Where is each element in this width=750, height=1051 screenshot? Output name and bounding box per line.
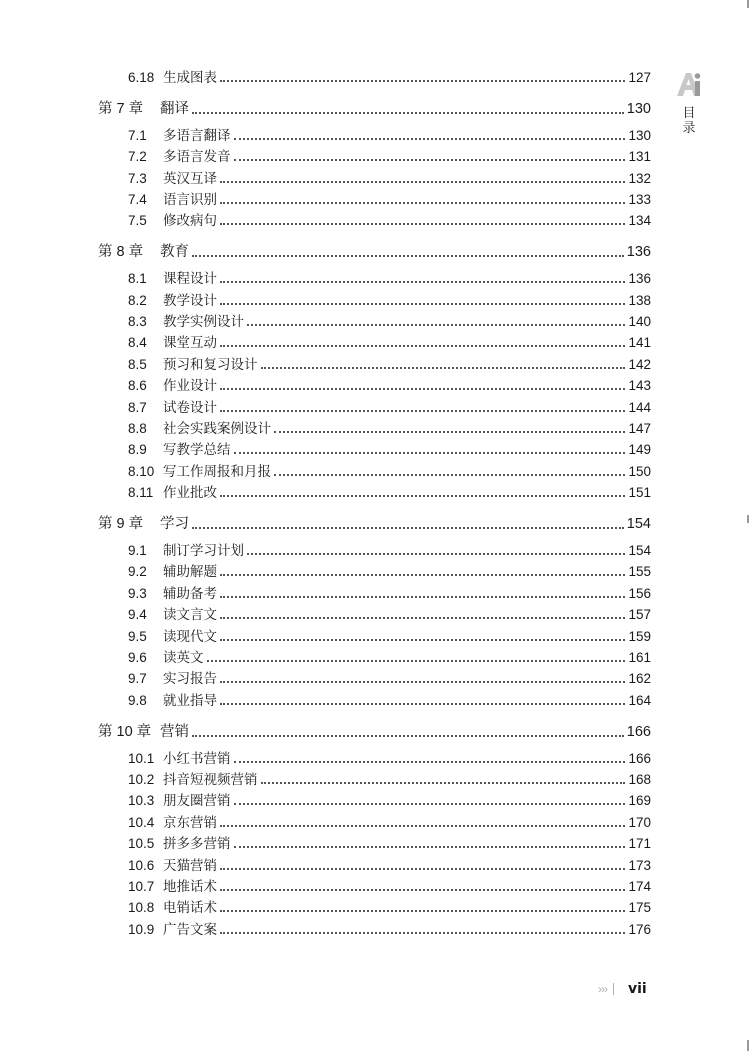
section-title: 作业批改 bbox=[163, 485, 217, 501]
dot-leader bbox=[220, 583, 625, 598]
page-ref: 154 bbox=[628, 543, 651, 558]
section-number: 9.7 bbox=[128, 671, 147, 687]
dot-leader bbox=[207, 647, 626, 662]
section-title: 教学实例设计 bbox=[163, 314, 244, 329]
toc-section-row[interactable] bbox=[128, 375, 651, 396]
section-title: 语言识别 bbox=[163, 192, 217, 207]
section-number: 10.9 bbox=[128, 921, 155, 937]
page-ref: 159 bbox=[628, 628, 651, 644]
section-number: 8.10 bbox=[128, 463, 155, 479]
section-number: 9.1 bbox=[128, 543, 147, 558]
dot-leader bbox=[261, 769, 626, 784]
toc-chapter-row[interactable] bbox=[98, 99, 651, 120]
dot-leader bbox=[261, 354, 626, 369]
dot-leader bbox=[247, 540, 625, 555]
section-title: 写教学总结 bbox=[163, 442, 231, 458]
toc-section-row[interactable] bbox=[128, 748, 651, 769]
page-ref: 134 bbox=[628, 213, 651, 229]
dot-leader bbox=[220, 268, 625, 283]
dot-leader bbox=[220, 626, 625, 641]
section-title: 作业设计 bbox=[163, 378, 217, 394]
chapter-title: 翻译 bbox=[160, 100, 189, 117]
section-number: 7.1 bbox=[128, 127, 147, 143]
side-section-label: 目录 bbox=[682, 106, 696, 136]
section-number: 6.18 bbox=[128, 70, 155, 85]
page-ref: 151 bbox=[628, 485, 651, 501]
toc-section-row[interactable] bbox=[128, 919, 651, 940]
page-ref: 141 bbox=[628, 335, 651, 351]
section-number: 8.6 bbox=[128, 378, 147, 394]
section-number: 9.5 bbox=[128, 628, 147, 644]
page-ref: 164 bbox=[628, 692, 651, 708]
footer-divider bbox=[613, 983, 614, 995]
section-title: 多语言翻译 bbox=[163, 127, 231, 143]
section-title: 辅助备考 bbox=[163, 585, 217, 601]
page-ref: 127 bbox=[628, 70, 651, 85]
dot-leader bbox=[220, 67, 625, 82]
toc-section-row[interactable] bbox=[128, 268, 651, 289]
section-number: 8.3 bbox=[128, 314, 147, 329]
page-ref: 144 bbox=[628, 399, 651, 415]
toc-section-row[interactable] bbox=[128, 812, 651, 833]
section-number: 8.2 bbox=[128, 292, 147, 308]
page-ref: 154 bbox=[626, 516, 651, 533]
section-number: 9.3 bbox=[128, 585, 147, 601]
chapter-title: 教育 bbox=[160, 244, 189, 261]
page-ref: 162 bbox=[628, 671, 651, 687]
toc-section-row[interactable] bbox=[128, 769, 651, 790]
page-ref: 142 bbox=[628, 356, 651, 372]
page-ref: 130 bbox=[628, 127, 651, 143]
dot-leader bbox=[220, 290, 625, 305]
section-number: 10.5 bbox=[128, 836, 155, 852]
chapter-number: 第 7 章 bbox=[98, 100, 144, 117]
section-title: 天猫营销 bbox=[163, 857, 217, 873]
page-ref: 157 bbox=[628, 607, 651, 623]
dot-leader bbox=[220, 168, 625, 183]
page-ref: 169 bbox=[628, 793, 651, 809]
dot-leader bbox=[220, 332, 625, 347]
section-title: 抖音短视频营销 bbox=[163, 772, 258, 787]
page-ref: 140 bbox=[628, 314, 651, 329]
section-number: 7.4 bbox=[128, 192, 147, 207]
toc-section-row[interactable] bbox=[128, 189, 651, 210]
dot-leader bbox=[220, 397, 625, 412]
toc-section-row[interactable] bbox=[128, 125, 651, 146]
page-ref: 131 bbox=[628, 149, 651, 165]
section-number: 8.9 bbox=[128, 442, 147, 458]
page-ref: 149 bbox=[628, 442, 651, 458]
toc-section-row[interactable] bbox=[128, 290, 651, 311]
page-footer bbox=[598, 979, 647, 999]
chevrons-icon: ››› bbox=[598, 982, 607, 996]
section-number: 8.1 bbox=[128, 271, 147, 287]
toc-section-row[interactable] bbox=[128, 482, 651, 503]
section-number: 10.2 bbox=[128, 772, 155, 787]
section-title: 课程设计 bbox=[163, 271, 217, 287]
section-number: 8.11 bbox=[128, 485, 154, 501]
dot-leader bbox=[220, 876, 625, 891]
page-ref: 138 bbox=[628, 292, 651, 308]
dot-leader bbox=[220, 189, 625, 204]
page-ref: 176 bbox=[628, 921, 651, 937]
section-title: 制订学习计划 bbox=[163, 543, 244, 558]
section-title: 广告文案 bbox=[163, 921, 217, 937]
page-ref: 130 bbox=[626, 100, 651, 117]
page-ref: 133 bbox=[628, 192, 651, 207]
page-number: vii bbox=[628, 981, 647, 997]
section-title: 试卷设计 bbox=[163, 399, 217, 415]
dot-leader bbox=[274, 461, 625, 476]
section-title: 生成图表 bbox=[163, 70, 217, 85]
toc-section-row[interactable] bbox=[128, 855, 651, 876]
section-title: 写工作周报和月报 bbox=[163, 463, 271, 479]
section-number: 9.8 bbox=[128, 692, 147, 708]
section-title: 读英文 bbox=[163, 650, 204, 665]
toc-section-row[interactable] bbox=[128, 540, 651, 561]
section-title: 朋友圈营销 bbox=[163, 793, 231, 809]
section-number: 9.6 bbox=[128, 650, 147, 665]
page-ref: 168 bbox=[628, 772, 651, 787]
section-title: 预习和复习设计 bbox=[163, 356, 258, 372]
page-ref: 173 bbox=[628, 857, 651, 873]
dot-leader bbox=[192, 722, 624, 737]
toc-chapter-row[interactable] bbox=[98, 722, 651, 743]
page-ref: 161 bbox=[628, 650, 651, 665]
section-title: 多语言发音 bbox=[163, 149, 231, 165]
toc-section-row[interactable] bbox=[128, 647, 651, 668]
toc-section-row[interactable] bbox=[128, 397, 651, 418]
page-ref: 143 bbox=[628, 378, 651, 394]
toc-chapter-row[interactable] bbox=[98, 514, 651, 535]
dot-leader bbox=[220, 855, 625, 870]
toc-section-row[interactable] bbox=[128, 626, 651, 647]
page-ref: 150 bbox=[628, 463, 651, 479]
section-number: 10.8 bbox=[128, 900, 155, 916]
section-number: 7.3 bbox=[128, 170, 147, 186]
dot-leader bbox=[220, 482, 625, 497]
dot-leader bbox=[192, 514, 624, 529]
toc-section-row[interactable] bbox=[128, 146, 651, 167]
toc-section-row[interactable] bbox=[128, 583, 651, 604]
section-number: 7.2 bbox=[128, 149, 147, 165]
toc-section-row[interactable] bbox=[128, 897, 651, 918]
section-title: 电销话术 bbox=[163, 900, 217, 916]
toc-section-row[interactable] bbox=[128, 332, 651, 353]
section-title: 英汉互译 bbox=[163, 170, 217, 186]
toc-chapter-row[interactable] bbox=[98, 242, 651, 263]
dot-leader bbox=[192, 99, 624, 114]
dot-leader bbox=[220, 375, 625, 390]
section-title: 读现代文 bbox=[163, 628, 217, 644]
page-ref: 174 bbox=[628, 879, 651, 894]
chapter-title: 营销 bbox=[160, 723, 189, 740]
toc-section-row[interactable] bbox=[128, 604, 651, 625]
section-title: 拼多多营销 bbox=[163, 836, 231, 852]
section-title: 社会实践案例设计 bbox=[163, 421, 271, 436]
section-title: 修改病句 bbox=[163, 213, 217, 229]
ai-logo-icon bbox=[674, 70, 704, 100]
chapter-number: 第 8 章 bbox=[98, 244, 144, 261]
section-number: 8.7 bbox=[128, 399, 147, 415]
section-number: 9.4 bbox=[128, 607, 147, 623]
section-number: 8.4 bbox=[128, 335, 147, 351]
toc-section-row[interactable] bbox=[128, 790, 651, 811]
dot-leader bbox=[234, 125, 626, 140]
dot-leader bbox=[220, 668, 625, 683]
dot-leader bbox=[220, 690, 625, 705]
dot-leader bbox=[220, 897, 625, 912]
section-number: 8.8 bbox=[128, 421, 147, 436]
section-number: 10.7 bbox=[128, 879, 155, 894]
dot-leader bbox=[234, 790, 626, 805]
dot-leader bbox=[247, 311, 625, 326]
edge-mark bbox=[747, 1040, 749, 1051]
toc-section-row[interactable] bbox=[128, 418, 651, 439]
page-ref: 136 bbox=[628, 271, 651, 287]
page-ref: 132 bbox=[628, 170, 651, 186]
edge-mark bbox=[747, 515, 749, 523]
edge-mark bbox=[747, 0, 749, 8]
dot-leader bbox=[220, 210, 625, 225]
dot-leader bbox=[220, 919, 625, 934]
section-title: 小红书营销 bbox=[163, 750, 231, 766]
toc-section-row[interactable] bbox=[128, 668, 651, 689]
page-ref: 171 bbox=[628, 836, 651, 852]
page-ref: 170 bbox=[628, 814, 651, 830]
dot-leader bbox=[192, 242, 624, 257]
section-number: 10.6 bbox=[128, 857, 155, 873]
toc-section-row[interactable] bbox=[128, 439, 651, 460]
page-ref: 166 bbox=[628, 750, 651, 766]
section-title: 实习报告 bbox=[163, 671, 217, 687]
dot-leader bbox=[234, 146, 626, 161]
toc-section-row[interactable] bbox=[128, 210, 651, 231]
dot-leader bbox=[234, 833, 626, 848]
chapter-number: 第 10 章 bbox=[98, 723, 152, 740]
section-number: 10.1 bbox=[128, 750, 155, 766]
toc-section-row[interactable] bbox=[128, 561, 651, 582]
toc-section-row[interactable] bbox=[128, 67, 651, 88]
page-ref: 155 bbox=[628, 564, 651, 580]
dot-leader bbox=[234, 439, 626, 454]
toc-section-row[interactable] bbox=[128, 354, 651, 375]
page-ref: 166 bbox=[626, 723, 651, 740]
section-title: 读文言文 bbox=[163, 607, 217, 623]
dot-leader bbox=[274, 418, 625, 433]
dot-leader bbox=[234, 748, 626, 763]
dot-leader bbox=[220, 561, 625, 576]
page-ref: 136 bbox=[626, 244, 651, 261]
section-title: 辅助解题 bbox=[163, 564, 217, 580]
section-title: 京东营销 bbox=[163, 814, 217, 830]
toc-section-row[interactable] bbox=[128, 311, 651, 332]
toc-section-row[interactable] bbox=[128, 168, 651, 189]
section-number: 9.2 bbox=[128, 564, 147, 580]
dot-leader bbox=[220, 812, 625, 827]
section-title: 就业指导 bbox=[163, 692, 217, 708]
toc-section-row[interactable] bbox=[128, 690, 651, 711]
section-number: 8.5 bbox=[128, 356, 147, 372]
section-title: 地推话术 bbox=[163, 879, 217, 894]
section-number: 10.4 bbox=[128, 814, 155, 830]
toc-section-row[interactable] bbox=[128, 876, 651, 897]
chapter-number: 第 9 章 bbox=[98, 516, 144, 533]
chapter-title: 学习 bbox=[160, 516, 189, 533]
dot-leader bbox=[220, 604, 625, 619]
page-ref: 147 bbox=[628, 421, 651, 436]
page-ref: 175 bbox=[628, 900, 651, 916]
section-number: 10.3 bbox=[128, 793, 155, 809]
section-title: 课堂互动 bbox=[163, 335, 217, 351]
section-number: 7.5 bbox=[128, 213, 147, 229]
section-title: 教学设计 bbox=[163, 292, 217, 308]
toc-section-row[interactable] bbox=[128, 833, 651, 854]
page-ref: 156 bbox=[628, 585, 651, 601]
toc-section-row[interactable] bbox=[128, 461, 651, 482]
